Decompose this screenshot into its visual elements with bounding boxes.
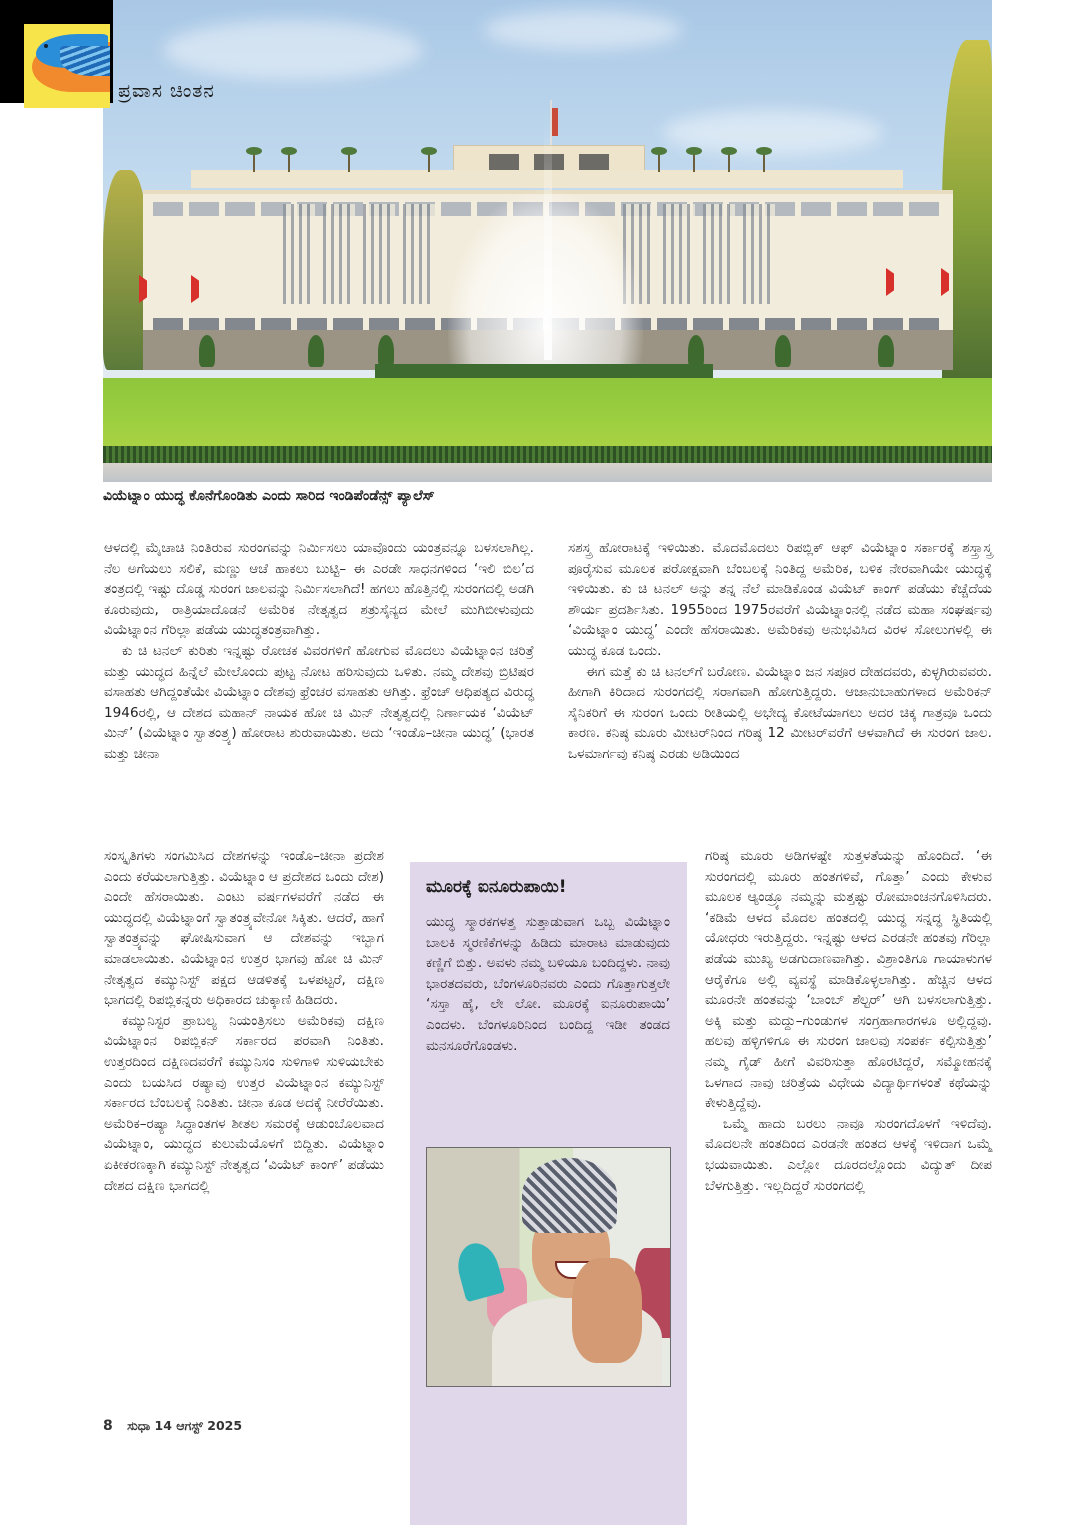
paragraph: ಕಮ್ಯುನಿಸ್ಟರ ಪ್ರಾಬಲ್ಯ ನಿಯಂತ್ರಿಸಲು ಅಮೆರಿಕವು ದಕ್ಷಿಣ ವಿಯೆಟ್ನಾಂನ ರಿಪಬ್ಲಿಕನ್ ಸರ್ಕಾರದ ಪರವಾಗಿ ನಿಂತಿತು. ಉತ್ತರದಿಂದ ದಕ್ಷಿಣದವರೆಗೆ ಕಮ್ಯುನಿಸಂ ಸುಳಿಗಾಳಿ ಸುಳಿಯಬೇಕು ಎಂದು ಬಯಸಿದ ರಷ್ಯಾವು ಉತ್ತರ ವಿಯೆಟ್ನಾಂನ ಕಮ್ಯುನಿಸ್ಟ್ ಸರ್ಕಾರದ ಬೆಂಬಲಕ್ಕೆ ನಿಂತಿತು. ಚೀನಾ ಕೂಡ ಅದಕ್ಕೆ ನೀರೆರೆಯಿತು. ಅಮೆರಿಕ–ರಷ್ಯಾ ಸಿದ್ಧಾಂತಗಳ ಶೀತಲ ಸಮರಕ್ಕೆ ಆಡುಂಬೊಲವಾದ ವಿಯೆಟ್ನಾಂ, ಯುದ್ಧದ ಕುಲುಮೆಯೊಳಗೆ ಬಿದ್ದಿತು. ವಿಯೆಟ್ನಾಂ ಏಕೀಕರಣಕ್ಕಾಗಿ ಕಮ್ಯುನಿಸ್ಟ್ ನೇತೃತ್ವದ ‘ವಿಯೆಟ್ ಕಾಂಗ್’ ಪಡೆಯು ದೇಶದ ದಕ್ಷಿಣ ಭಾಗದಲ್ಲಿ (104, 1012, 384, 1194)
article-column-1-bottom (104, 846, 384, 1196)
photo-caption: ವಿಯೆಟ್ನಾಂ ಯುದ್ಧ ಕೊನೆಗೊಂಡಿತು ಎಂದು ಸಾರಿದ ಇಂಡಿಪೆಂಡೆನ್ಸ್ ಪ್ಯಾಲೆಸ್ (103, 488, 435, 504)
publication-date: ಸುಧಾ 14 ಆಗಸ್ಟ್ 2025 (127, 1418, 243, 1433)
shrub (878, 335, 894, 367)
cloud (483, 10, 683, 50)
shrub (308, 335, 324, 367)
fountain-jet (544, 120, 552, 360)
cloud (163, 20, 423, 80)
facade-screen (283, 204, 315, 304)
facade-screen (363, 204, 395, 304)
paragraph: ಸಶಸ್ತ್ರ ಹೋರಾಟಕ್ಕೆ ಇಳಿಯಿತು. ಮೊದಮೊದಲು ರಿಪಬ್ಲಿಕ್ ಆಫ್ ವಿಯೆಟ್ನಾಂ ಸರ್ಕಾರಕ್ಕೆ ಶಸ್ತ್ರಾಸ್ತ್ರ ಪೂರೈಸುವ ಮೂಲಕ ಪರೋಕ್ಷವಾಗಿ ಬೆಂಬಲಕ್ಕೆ ನಿಂತಿದ್ದ ಅಮೆರಿಕ, ಬಳಿಕ ನೇರವಾಗಿಯೇ ಯುದ್ಧಕ್ಕೆ ಇಳಿಯಿತು. ಕು ಚಿ ಟನಲ್ ಅನ್ನು ತನ್ನ ನೆಲೆ ಮಾಡಿಕೊಂಡ ವಿಯೆಟ್ ಕಾಂಗ್ ಪಡೆಯು ಕೆಚ್ಚೆದೆಯ ಶೌರ್ಯ ಪ್ರದರ್ಶಿಸಿತು. 1955ರಿಂದ 1975ರವರೆಗೆ ವಿಯೆಟ್ನಾಂನಲ್ಲಿ ನಡೆದ ಮಹಾ ಸಂಘರ್ಷವು ‘ವಿಯೆಟ್ನಾಂ ಯುದ್ಧ’ ಎಂದೇ ಹೆಸರಾಯಿತು. ಅಮೆರಿಕವು ಅನುಭವಿಸಿದ ವಿರಳ ಸೋಲುಗಳಲ್ಲಿ ಈ ಯುದ್ಧ ಕೂಡ ಒಂದು. (568, 540, 992, 659)
tree (103, 170, 148, 370)
article-column-2-bottom (705, 846, 992, 1196)
palm-tree (253, 152, 255, 172)
vendor-photo (426, 1147, 671, 1387)
section-label: ಪ್ರವಾಸ ಚಿಂತನ (118, 80, 215, 102)
paragraph: ಕು ಚಿ ಟನಲ್ ಕುರಿತು ಇನ್ನಷ್ಟು ರೋಚಕ ವಿವರಗಳಿಗೆ ಹೋಗುವ ಮೊದಲು ವಿಯೆಟ್ನಾಂನ ಚರಿತ್ರೆ ಮತ್ತು ಯುದ್ಧದ ಹಿನ್ನೆಲೆ ಮೇಲೊಂದು ಪುಟ್ಟ ನೋಟ ಹರಿಸುವುದು ಒಳಿತು. ನಮ್ಮ ದೇಶವು ಬ್ರಿಟಿಷರ ವಸಾಹತು ಆಗಿದ್ದಂತೆಯೇ ವಿಯೆಟ್ನಾಂ ದೇಶವು ಫ್ರೆಂಚರ ವಸಾಹತು ಆಗಿತ್ತು. ಫ್ರೆಂಚ್ ಆಧಿಪತ್ಯದ ವಿರುದ್ಧ 1946ರಲ್ಲಿ, ಆ ದೇಶದ ಮಹಾನ್ ನಾಯಕ ಹೋ ಚಿ ಮಿನ್ ನೇತೃತ್ವದಲ್ಲಿ ನಿರ್ಣಾಯಕ ‘ವಿಯೆಟ್ ಮಿನ್’ (ವಿಯೆಟ್ನಾಂ ಸ್ವಾತಂತ್ರ್ಯ) ಹೋರಾಟ ಶುರುವಾಯಿತು. ಅದು ‘ಇಂಡೊ–ಚೀನಾ ಯುದ್ಧ’ (ಭಾರತ ಮತ್ತು ಚೀನಾ (104, 642, 534, 762)
shrub (199, 335, 215, 367)
shrub (775, 335, 791, 367)
souvenir-fan (453, 1239, 506, 1302)
paragraph: ಆಳದಲ್ಲಿ ಮೈಚಾಚಿ ನಿಂತಿರುವ ಸುರಂಗವನ್ನು ನಿರ್ಮಿಸಲು ಯಾವೊಂದು ಯಂತ್ರವನ್ನೂ ಬಳಸಲಾಗಿಲ್ಲ. ನೆಲ ಅಗೆಯಲು ಸಲಿಕೆ, ಮಣ್ಣು ಆಚೆ ಹಾಕಲು ಬುಟ್ಟಿ– ಈ ಎರಡೇ ಸಾಧನಗಳಿಂದ ‘ಇಲಿ ಬಿಲ’ದ ತಂತ್ರದಲ್ಲಿ ಇಷ್ಟು ದೊಡ್ಡ ಸುರಂಗ ಜಾಲವನ್ನು ನಿರ್ಮಿಸಲಾಗಿದೆ! ಹಗಲು ಹೊತ್ತಿನಲ್ಲಿ ಸುರಂಗದಲ್ಲಿ ಅಡಗಿ ಕೂರುವುದು, ರಾತ್ರಿಯಾದೊಡನೆ ಅಮೆರಿಕ ನೇತೃತ್ವದ ಶತ್ರುಸೈನ್ಯದ ಮೇಲೆ ಮುಗಿಬೀಳುವುದು ವಿಯೆಟ್ನಾಂನ ಗೆರಿಲ್ಲಾ ಪಡೆಯ ಯುದ್ಧತಂತ್ರವಾಗಿತ್ತು. (104, 540, 534, 639)
sidebar-box (410, 862, 687, 1525)
article-column-2-top (568, 538, 992, 765)
palm-tree (658, 152, 660, 172)
facade-screen (403, 204, 435, 304)
hedge (103, 446, 992, 463)
paragraph: ಸಂಸ್ಕೃತಿಗಳು ಸಂಗಮಿಸಿದ ದೇಶಗಳನ್ನು ಇಂಡೊ–ಚೀನಾ ಪ್ರದೇಶ ಎಂದು ಕರೆಯಲಾಗುತ್ತಿತ್ತು. ವಿಯೆಟ್ನಾಂ ಆ ಪ್ರದೇಶದ ಒಂದು ದೇಶ) ಎಂದೇ ಹೆಸರಾಯಿತು. ಎಂಟು ವರ್ಷಗಳವರೆಗೆ ನಡೆದ ಈ ಯುದ್ಧದಲ್ಲಿ ವಿಯೆಟ್ನಾಂಗೆ ಸ್ವಾತಂತ್ರ್ಯವೇನೋ ಸಿಕ್ಕಿತು. ಆದರೆ, ಹಾಗೆ ಸ್ವಾತಂತ್ರ್ಯವನ್ನು ಘೋಷಿಸುವಾಗ ಆ ದೇಶವನ್ನು ಇಬ್ಭಾಗ ಮಾಡಲಾಯಿತು. ವಿಯೆಟ್ನಾಂನ ಉತ್ತರ ಭಾಗವು ಹೋ ಚಿ ಮಿನ್ ನೇತೃತ್ವದ ಕಮ್ಯುನಿಸ್ಟ್ ಪಕ್ಷದ ಆಡಳಿತಕ್ಕೆ ಒಳಪಟ್ಟರೆ, ದಕ್ಷಿಣ ಭಾಗದಲ್ಲಿ ರಿಪಬ್ಲಿಕನ್ನರು ಅಧಿಕಾರದ ಚುಕ್ಕಾಣಿ ಹಿಡಿದರು. (104, 848, 384, 1009)
facade-screen (743, 204, 775, 304)
palm-tree (728, 152, 730, 172)
palm-tree (348, 152, 350, 172)
sidebar-title: ಮೂರಕ್ಕೆ ಐನೂರುಪಾಯಿ! (426, 877, 567, 897)
page-number: 8 (103, 1418, 113, 1434)
lawn (103, 378, 992, 448)
palm-tree (693, 152, 695, 172)
bird-logo-icon (24, 24, 110, 108)
palm-tree (763, 152, 765, 172)
facade-screen (663, 204, 695, 304)
shrub (378, 335, 394, 367)
logo-eye (44, 44, 48, 48)
paragraph: ಈಗ ಮತ್ತೆ ಕು ಚಿ ಟನಲ್‌ಗೆ ಬರೋಣ. ವಿಯೆಟ್ನಾಂ ಜನ ಸಪೂರ ದೇಹದವರು, ಕುಳ್ಳಗಿರುವವರು. ಹೀಗಾಗಿ ಕಿರಿದಾದ ಸುರಂಗದಲ್ಲಿ ಸರಾಗವಾಗಿ ಹೋಗುತ್ತಿದ್ದರು. ಆಜಾನುಬಾಹುಗಳಾದ ಅಮೆರಿಕನ್ ಸೈನಿಕರಿಗೆ ಈ ಸುರಂಗ ಒಂದು ರೀತಿಯಲ್ಲಿ ಅಭೇದ್ಯ ಕೋಟೆಯಾಗಲು ಅದರ ಚಿಕ್ಕ ಗಾತ್ರವೂ ಒಂದು ಕಾರಣ. ಕನಿಷ್ಠ ಮೂರು ಮೀಟರ್‌ನಿಂದ ಗರಿಷ್ಠ 12 ಮೀಟರ್‌ವರೆಗೆ ಆಳವಾಗಿದೆ ಈ ಸುರಂಗ ಜಾಲ. ಒಳಮಾರ್ಗವು ಕನಿಷ್ಠ ಎರಡು ಅಡಿಯಿಂದ (568, 663, 992, 762)
sidebar-body: ಯುದ್ಧ ಸ್ಮಾರಕಗಳತ್ತ ಸುತ್ತಾಡುವಾಗ ಒಬ್ಬ ವಿಯೆಟ್ನಾಂ ಬಾಲಕಿ ಸ್ಮರಣಿಕೆಗಳನ್ನು ಹಿಡಿದು ಮಾರಾಟ ಮಾಡುವುದು ಕಣ್ಣಿಗೆ ಬಿತ್ತು. ಅವಳು ನಮ್ಮ ಬಳಿಯೂ ಬಂದಿದ್ದಳು. ನಾವು ಭಾರತದವರು, ಬೆಂಗಳೂರಿನವರು ಎಂದು ಗೊತ್ತಾಗುತ್ತಲೇ ‘ಸಸ್ತಾ ಹೈ, ಲೇ ಲೋ. ಮೂರಕ್ಕೆ ಐನೂರುಪಾಯಿ’ ಎಂದಳು. ಬೆಂಗಳೂರಿನಿಂದ ಬಂದಿದ್ದ ಇಡೀ ತಂಡದ ಮನಸೂರೆಗೊಂಡಳು. (426, 914, 670, 1054)
flag (552, 108, 558, 136)
facade-screen (323, 204, 355, 304)
knit-hat (522, 1158, 617, 1233)
palm-tree (428, 152, 430, 172)
facade-screen (703, 204, 735, 304)
shrub (688, 335, 704, 367)
curb (103, 463, 992, 482)
article-column-1-top (104, 538, 534, 765)
palm-tree (288, 152, 290, 172)
raised-hand (572, 1258, 642, 1363)
hero-photo (103, 0, 992, 482)
page-footer (103, 1418, 242, 1434)
paragraph: ಒಮ್ಮೆ ಹಾದು ಬರಲು ನಾವೂ ಸುರಂಗದೊಳಗೆ ಇಳಿದೆವು. ಮೊದಲನೇ ಹಂತದಿಂದ ಎರಡನೇ ಹಂತದ ಆಳಕ್ಕೆ ಇಳಿದಾಗ ಒಮ್ಮೆ ಭಯವಾಯಿತು. ಎಲ್ಲೋ ದೂರದಲ್ಲೊಂದು ವಿದ್ಯುತ್ ದೀಪ ಬೆಳಗುತ್ತಿತ್ತು. ಇಲ್ಲದಿದ್ದರೆ ಸುರಂಗದಲ್ಲಿ (705, 1115, 992, 1194)
paragraph: ಗರಿಷ್ಠ ಮೂರು ಅಡಿಗಳಷ್ಟೇ ಸುತ್ತಳತೆಯನ್ನು ಹೊಂದಿದೆ. ‘ಈ ಸುರಂಗದಲ್ಲಿ ಮೂರು ಹಂತಗಳಿವೆ, ಗೊತ್ತಾ’ ಎಂದು ಕೇಳುವ ಮೂಲಕ ಆ್ಯಂಡ್ರ್ಯೂ ನಮ್ಮನ್ನು ಮತ್ತಷ್ಟು ರೋಮಾಂಚನಗೊಳಿಸಿದರು. ‘ಕಡಿಮೆ ಆಳದ ಮೊದಲ ಹಂತದಲ್ಲಿ ಯುದ್ಧ ಸನ್ನದ್ಧ ಸ್ಥಿತಿಯಲ್ಲಿ ಯೋಧರು ಇರುತ್ತಿದ್ದರು. ಇನ್ನಷ್ಟು ಆಳದ ಎರಡನೇ ಹಂತವು ಗೆರಿಲ್ಲಾ ಪಡೆಯ ಮುಖ್ಯ ಅಡಗುದಾಣವಾಗಿತ್ತು. ವಿಶ್ರಾಂತಿಗೂ ಗಾಯಾಳುಗಳ ಆರೈಕೆಗೂ ಅಲ್ಲಿ ವ್ಯವಸ್ಥೆ ಮಾಡಿಕೊಳ್ಳಲಾಗಿತ್ತು. ಹೆಚ್ಚಿನ ಆಳದ ಮೂರನೇ ಹಂತವನ್ನು ‘ಬಾಂಬ್ ಶೆಲ್ಟರ್’ ಆಗಿ ಬಳಸಲಾಗುತ್ತಿತ್ತು. ಅಕ್ಕಿ ಮತ್ತು ಮದ್ದು–ಗುಂಡುಗಳ ಸಂಗ್ರಹಾಗಾರಗಳೂ ಅಲ್ಲಿದ್ದವು. ಹಲವು ಹಳ್ಳಿಗಳಿಗೂ ಈ ಸುರಂಗ ಜಾಲವು ಸಂಪರ್ಕ ಕಲ್ಪಿಸುತ್ತಿತ್ತು’ ನಮ್ಮ ಗೈಡ್ ಹೀಗೆ ವಿವರಿಸುತ್ತಾ ಹೊರಟಿದ್ದರೆ, ಸಮ್ಮೋಹನಕ್ಕೆ ಒಳಗಾದ ನಾವು ಚರಿತ್ರೆಯ ವಿಧೇಯ ವಿದ್ಯಾರ್ಥಿಗಳಂತೆ ಕಥೆಯನ್ನು ಕೇಳುತ್ತಿದ್ದೆವು. (705, 848, 992, 1112)
